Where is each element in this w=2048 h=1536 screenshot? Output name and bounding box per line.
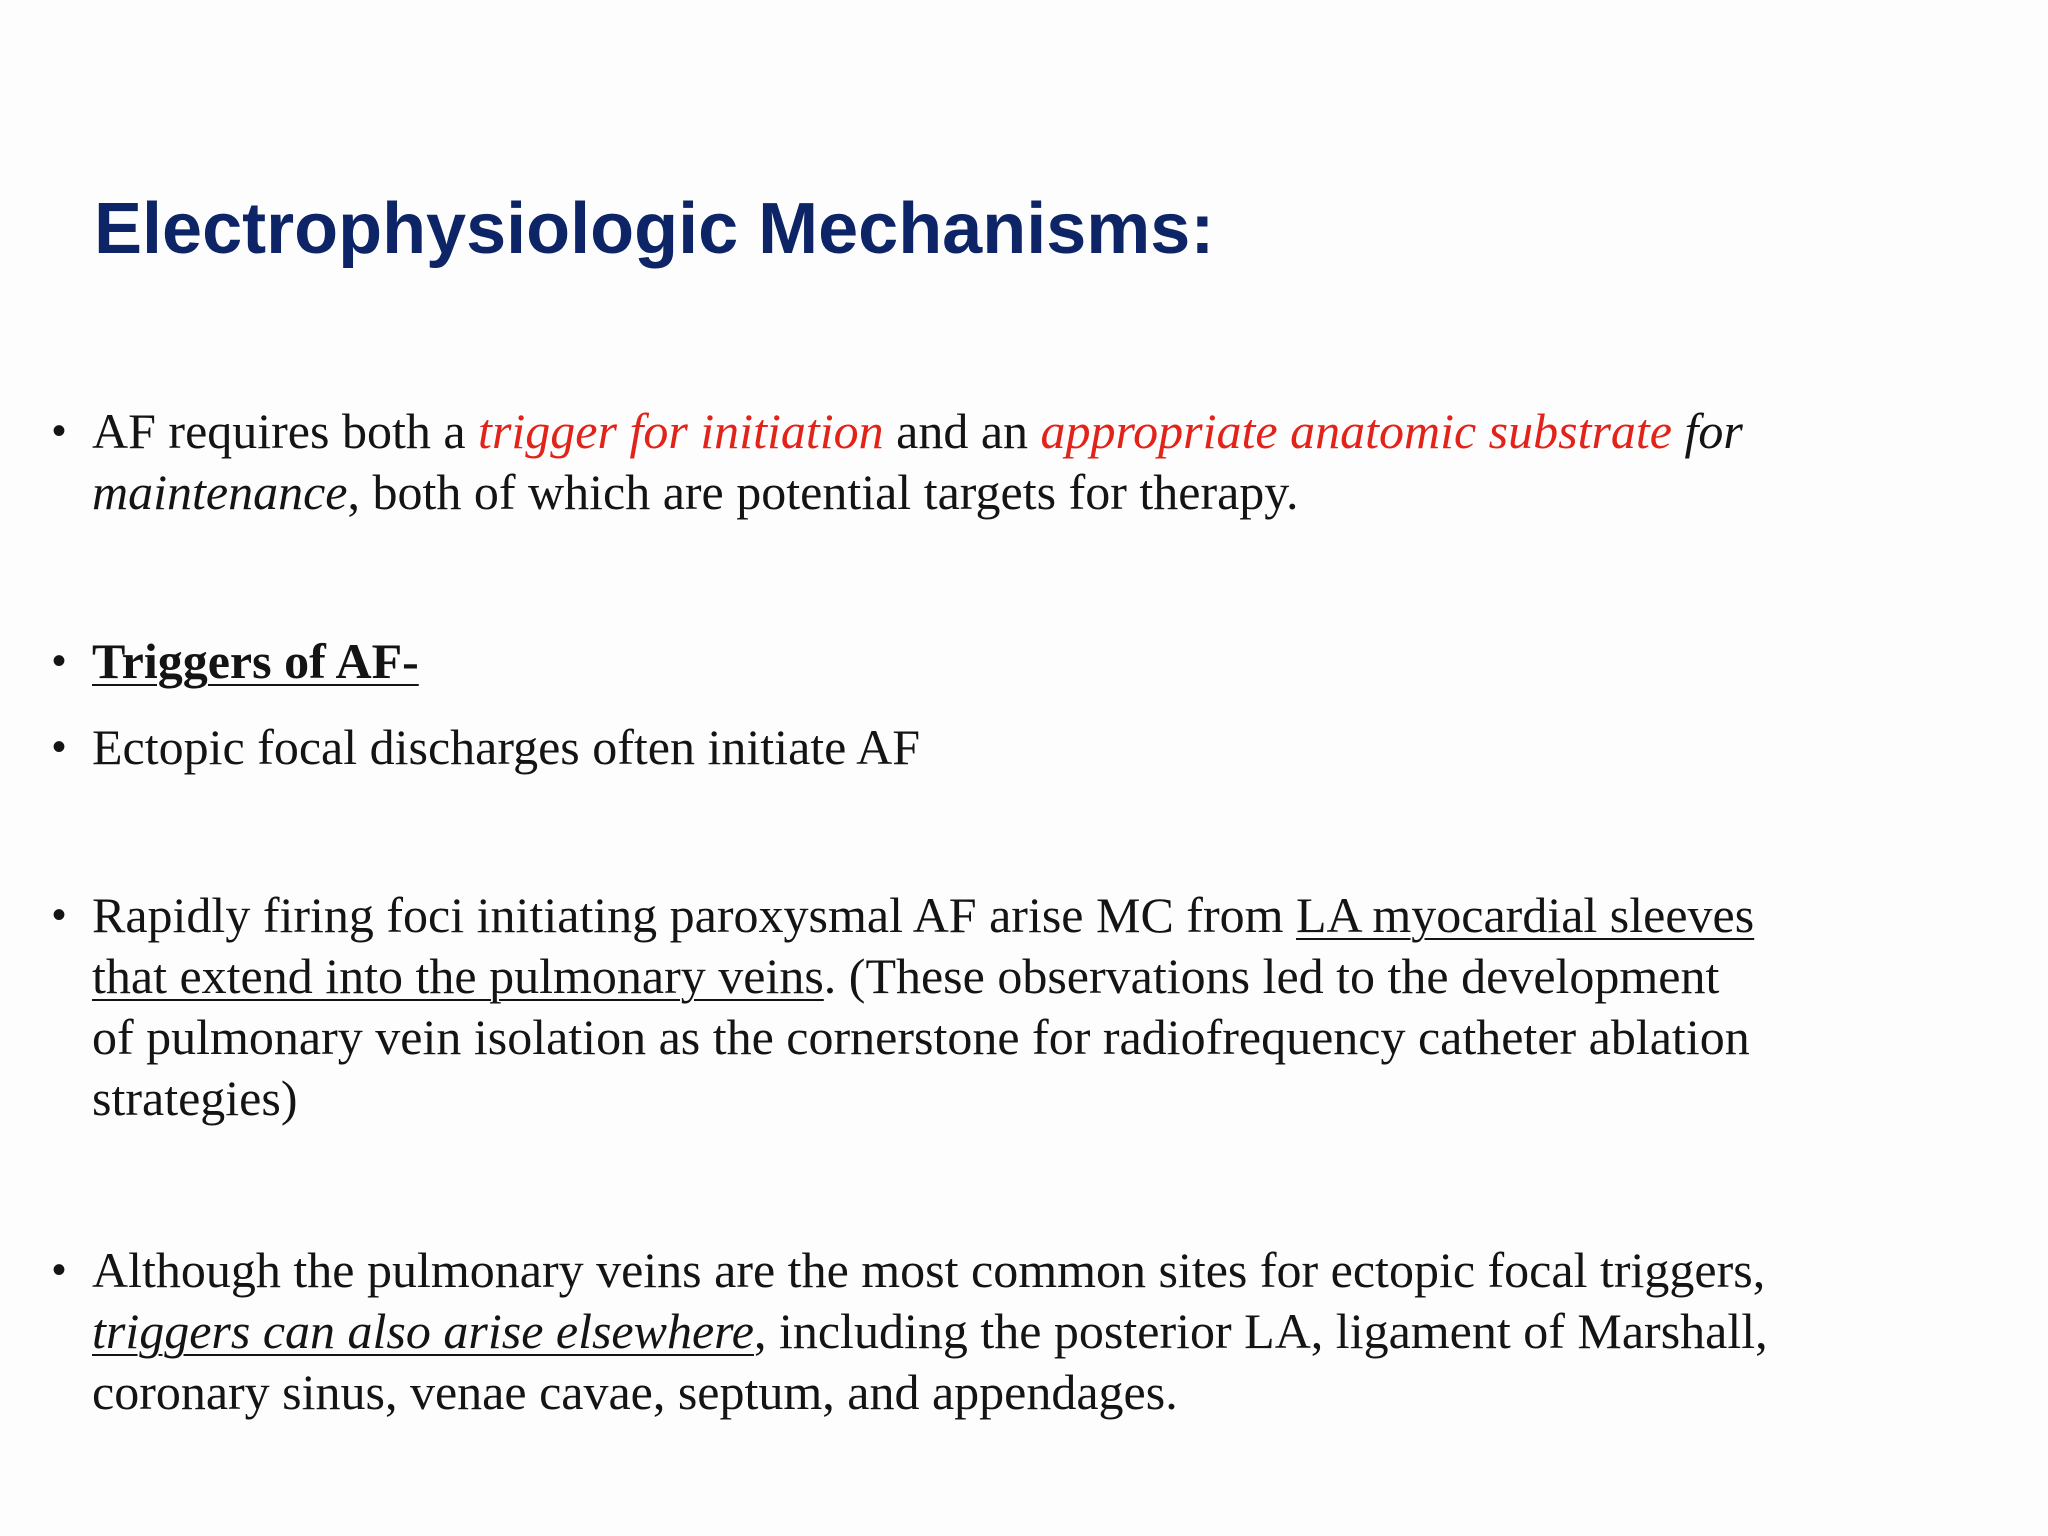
bullet-dot: • [52, 725, 67, 769]
text-appropriate-substrate: appropriate anatomic substrate [1040, 403, 1673, 459]
bullet-dot: • [52, 639, 67, 683]
text-run: , including the posterior LA, ligament of Marshall, [753, 1303, 1768, 1359]
slide-title: Electrophysiologic Mechanisms: [94, 189, 1215, 269]
bullet-triggers-heading [52, 631, 2022, 692]
bullet-af-requirements [52, 401, 2022, 523]
bullet-dot: • [52, 409, 67, 453]
text-trigger-for-initiation: trigger for initiation [478, 403, 884, 459]
bullet-line [92, 462, 2022, 523]
text-run: , both of which are potential targets for therapy. [347, 464, 1299, 520]
text-run: . (These observations led to the development [823, 948, 1720, 1004]
text-extend-pulmonary-veins: that extend into the pulmonary veins [92, 948, 824, 1004]
text-triggers-elsewhere: triggers can also arise elsewhere [92, 1303, 754, 1359]
bullet-line: Although the pulmonary veins are the most common sites for ectopic focal triggers, [92, 1242, 1766, 1298]
bullet-line [92, 885, 2022, 946]
text-maintenance: maintenance [92, 464, 348, 520]
text-triggers-of-af: Triggers of AF- [92, 633, 419, 689]
bullet-other-trigger-sites [52, 1240, 2022, 1423]
text-run: AF requires both a [92, 403, 479, 459]
text-run: Rapidly firing foci initiating paroxysmal AF arise MC from [92, 887, 1297, 943]
bullet-dot: • [52, 1248, 67, 1292]
text-la-myocardial-sleeves: LA myocardial sleeves [1296, 887, 1755, 943]
text-run: and an [883, 403, 1041, 459]
bullet-line [92, 401, 2022, 462]
text-run: for [1672, 403, 1743, 459]
bullet-line: of pulmonary vein isolation as the cornerstone for radiofrequency catheter ablation [92, 1009, 1750, 1065]
bullet-line: coronary sinus, venae cavae, septum, and appendages. [92, 1364, 1178, 1420]
bullet-rapid-firing-foci [52, 885, 2022, 1129]
text-ectopic-discharges: Ectopic focal discharges often initiate AF [92, 719, 921, 775]
bullet-dot: • [52, 893, 67, 937]
bullet-line [92, 1301, 2022, 1362]
bullet-line: strategies) [92, 1070, 298, 1126]
bullet-ectopic-discharges [52, 717, 2022, 778]
bullet-line [92, 946, 2022, 1007]
